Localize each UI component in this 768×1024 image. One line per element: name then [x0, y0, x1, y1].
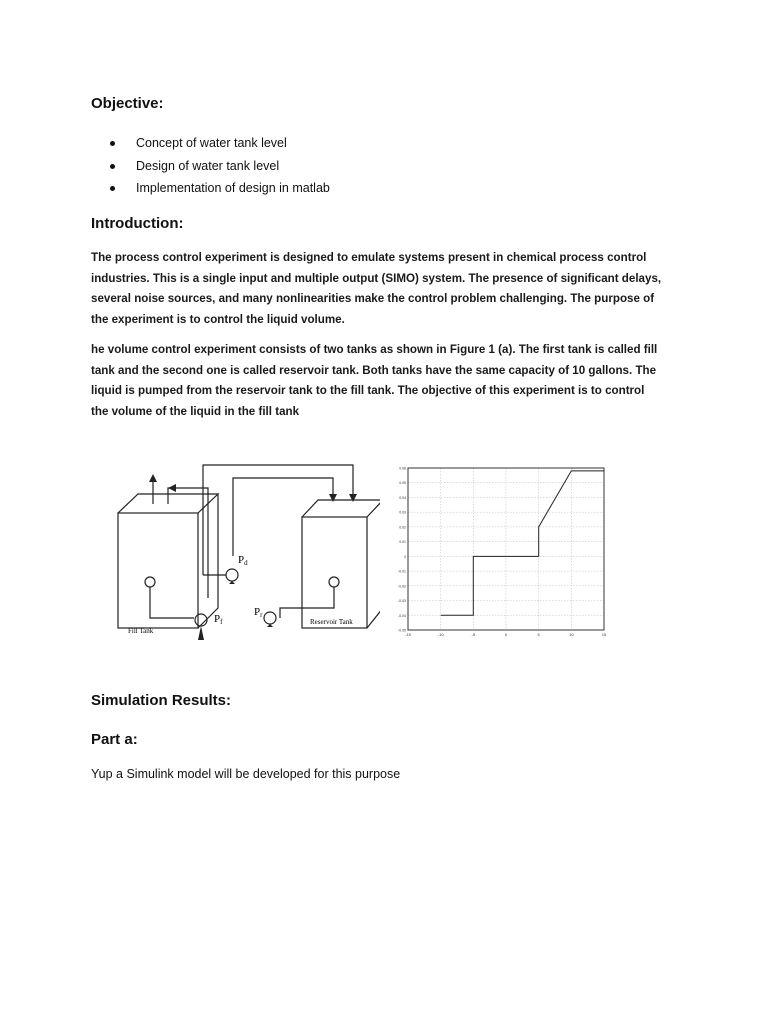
y-tick-label: 0.05	[399, 481, 406, 486]
pump-pd-base	[229, 581, 235, 584]
pump-pf-base	[198, 626, 204, 640]
pump-r-label: Pr	[254, 606, 263, 619]
pump-pr	[264, 612, 276, 624]
reservoir-tank-side	[302, 500, 380, 628]
x-tick-label: 0	[504, 632, 508, 637]
pipe-res-out	[280, 587, 334, 618]
paragraph-line: several noise sources, and many nonlinearities make the control problem challenging. The purpose of	[91, 292, 655, 306]
y-tick-label: 0.01	[399, 540, 406, 545]
y-tick-label: 0	[404, 554, 406, 559]
arrow-left-fill	[168, 484, 176, 492]
simulation-heading: Simulation Results:	[91, 692, 232, 709]
pipe-outer	[203, 465, 353, 575]
paragraph-line: tank and the second one is called reservoir tank. Both tanks have the same capacity of 10 gallons. The	[91, 363, 657, 377]
x-tick-label: -10	[437, 632, 444, 637]
pipe-to-fill	[168, 488, 208, 598]
pipe-fill-out	[150, 587, 194, 618]
fill-tank-label: Fill Tank	[128, 627, 154, 635]
y-tick-label: 0.04	[399, 495, 406, 500]
objective-list	[110, 132, 330, 200]
y-tick-label: 0.02	[399, 525, 406, 530]
series-line	[441, 471, 604, 615]
paragraph-line: the volume of the liquid in the fill tank	[91, 404, 300, 418]
x-tick-label: 15	[601, 632, 607, 637]
paragraph-line: The process control experiment is designed to emulate systems present in chemical process control	[91, 251, 647, 264]
list-item: Concept of water tank level	[110, 132, 330, 155]
list-item: Implementation of design in matlab	[110, 177, 330, 200]
pump-pd	[226, 569, 238, 581]
paragraph-line: industries. This is a single input and multiple output (SIMO) system. The presence of significant delays,	[91, 271, 662, 285]
intro-paragraph-1	[91, 248, 671, 330]
y-tick-label: -0.05	[398, 628, 406, 633]
part-a-heading: Part a:	[91, 731, 138, 748]
y-tick-label: 0.06	[399, 466, 406, 471]
tank-system-diagram	[108, 458, 380, 644]
pump-pr-base	[267, 624, 273, 627]
x-tick-label: -15	[405, 632, 411, 637]
fill-tank-front	[118, 513, 198, 628]
arrow-up-fill	[149, 474, 157, 482]
pump-f-label: Pf	[214, 613, 223, 626]
y-tick-label: -0.04	[398, 613, 406, 618]
reservoir-tank-front	[302, 517, 367, 628]
objective-heading: Objective:	[91, 95, 164, 112]
paragraph-line: liquid is pumped from the reservoir tank to the fill tank. The objective of this experiment is to control	[91, 384, 645, 398]
y-tick-label: -0.03	[398, 599, 406, 604]
x-tick-label: -5	[471, 632, 476, 637]
part-a-text: Yup a Simulink model will be developed for this purpose	[91, 767, 401, 781]
y-tick-label: 0.03	[399, 510, 406, 515]
introduction-heading: Introduction:	[91, 215, 184, 232]
arrow-down-reservoir	[349, 494, 357, 502]
fill-tank-sensor	[145, 577, 155, 587]
x-tick-label: 10	[569, 632, 574, 637]
arrow-down-reservoir-2	[329, 494, 337, 502]
reservoir-tank-label: Reservoir Tank	[310, 618, 353, 626]
reservoir-tank-sensor	[329, 577, 339, 587]
y-tick-label: -0.02	[398, 584, 406, 589]
step-response-chart	[392, 462, 612, 642]
list-item: Design of water tank level	[110, 155, 330, 178]
paragraph-line: the experiment is to control the liquid volume.	[91, 312, 345, 326]
y-tick-label: -0.01	[398, 569, 406, 574]
paragraph-line: he volume control experiment consists of two tanks as shown in Figure 1 (a). The first tank is called fill	[91, 343, 658, 356]
pump-d-label: Pd	[238, 554, 248, 567]
x-tick-label: 5	[537, 632, 540, 637]
intro-paragraph-2	[91, 340, 671, 422]
